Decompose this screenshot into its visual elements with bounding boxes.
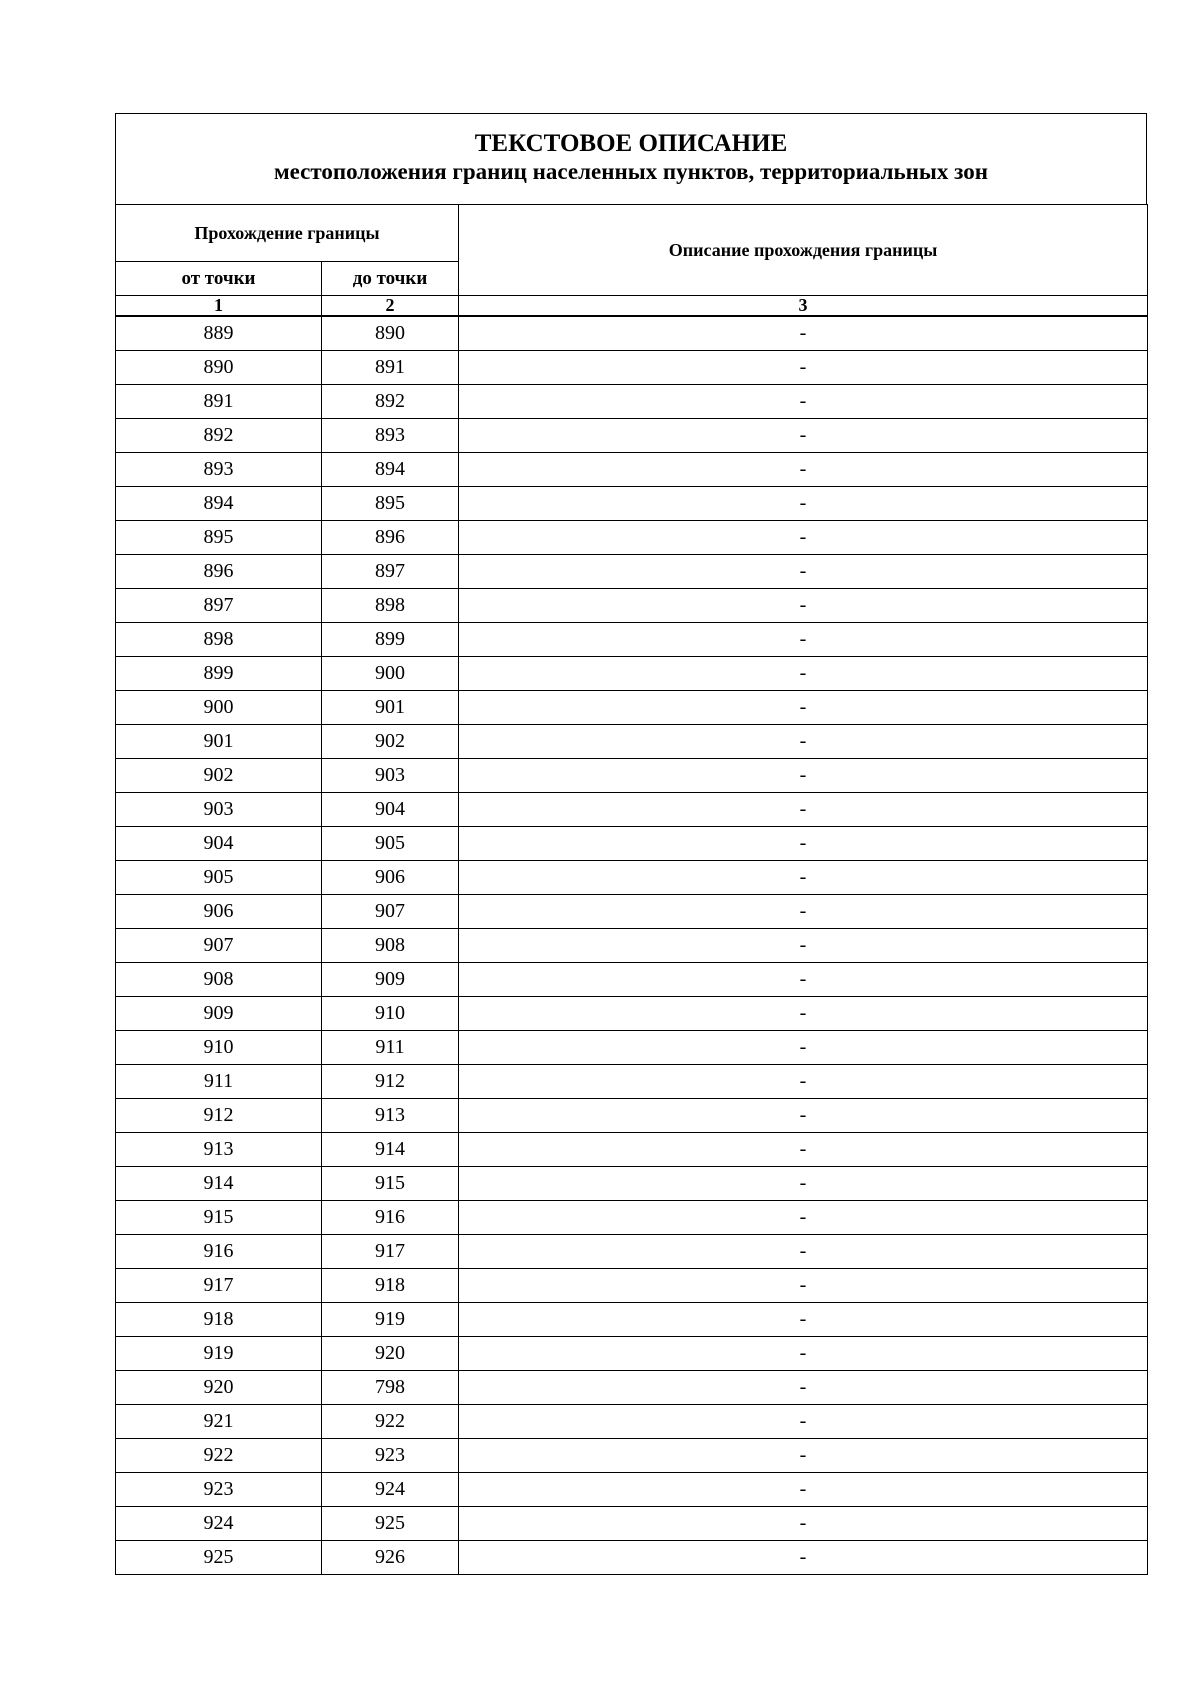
to-point-cell: 905 xyxy=(322,827,459,861)
to-point-cell: 896 xyxy=(322,521,459,555)
column-number: 3 xyxy=(459,296,1148,317)
header-to-point: до точки xyxy=(322,262,459,296)
table-row xyxy=(116,521,1148,555)
description-cell: - xyxy=(459,861,1148,895)
table-row xyxy=(116,623,1148,657)
from-point-cell: 907 xyxy=(116,929,322,963)
table-row xyxy=(116,1201,1148,1235)
description-cell: - xyxy=(459,623,1148,657)
description-cell: - xyxy=(459,521,1148,555)
to-point-cell: 913 xyxy=(322,1099,459,1133)
to-point-cell: 909 xyxy=(322,963,459,997)
to-point-cell: 906 xyxy=(322,861,459,895)
column-number: 2 xyxy=(322,296,459,317)
description-cell: - xyxy=(459,1371,1148,1405)
to-point-cell: 898 xyxy=(322,589,459,623)
table-row xyxy=(116,827,1148,861)
description-cell: - xyxy=(459,351,1148,385)
to-point-cell: 899 xyxy=(322,623,459,657)
description-cell: - xyxy=(459,725,1148,759)
table-row xyxy=(116,385,1148,419)
description-cell: - xyxy=(459,929,1148,963)
to-point-cell: 907 xyxy=(322,895,459,929)
description-cell: - xyxy=(459,691,1148,725)
table-row xyxy=(116,1031,1148,1065)
description-cell: - xyxy=(459,997,1148,1031)
table-row xyxy=(116,419,1148,453)
description-cell: - xyxy=(459,316,1148,351)
table-row xyxy=(116,997,1148,1031)
table-row xyxy=(116,929,1148,963)
to-point-cell: 919 xyxy=(322,1303,459,1337)
table-row xyxy=(116,1133,1148,1167)
table-row xyxy=(116,1507,1148,1541)
from-point-cell: 913 xyxy=(116,1133,322,1167)
from-point-cell: 896 xyxy=(116,555,322,589)
table-row xyxy=(116,759,1148,793)
table-row xyxy=(116,555,1148,589)
from-point-cell: 917 xyxy=(116,1269,322,1303)
from-point-cell: 901 xyxy=(116,725,322,759)
from-point-cell: 909 xyxy=(116,997,322,1031)
table-row xyxy=(116,691,1148,725)
from-point-cell: 889 xyxy=(116,316,322,351)
to-point-cell: 890 xyxy=(322,316,459,351)
description-cell: - xyxy=(459,589,1148,623)
description-cell: - xyxy=(459,1269,1148,1303)
column-number: 1 xyxy=(116,296,322,317)
table-row xyxy=(116,657,1148,691)
to-point-cell: 915 xyxy=(322,1167,459,1201)
to-point-cell: 910 xyxy=(322,997,459,1031)
table-row xyxy=(116,1541,1148,1575)
from-point-cell: 910 xyxy=(116,1031,322,1065)
table-row xyxy=(116,1167,1148,1201)
table-row xyxy=(116,1473,1148,1507)
to-point-cell: 897 xyxy=(322,555,459,589)
from-point-cell: 906 xyxy=(116,895,322,929)
description-cell: - xyxy=(459,487,1148,521)
table-row xyxy=(116,725,1148,759)
description-cell: - xyxy=(459,963,1148,997)
header-boundary-passage: Прохождение границы xyxy=(116,205,459,262)
to-point-cell: 902 xyxy=(322,725,459,759)
table-row xyxy=(116,453,1148,487)
description-cell: - xyxy=(459,1031,1148,1065)
from-point-cell: 902 xyxy=(116,759,322,793)
from-point-cell: 916 xyxy=(116,1235,322,1269)
description-cell: - xyxy=(459,1337,1148,1371)
table-row xyxy=(116,1235,1148,1269)
table-row xyxy=(116,351,1148,385)
to-point-cell: 922 xyxy=(322,1405,459,1439)
description-cell: - xyxy=(459,759,1148,793)
table-row xyxy=(116,1303,1148,1337)
from-point-cell: 922 xyxy=(116,1439,322,1473)
table-row xyxy=(116,861,1148,895)
description-cell: - xyxy=(459,1473,1148,1507)
description-cell: - xyxy=(459,827,1148,861)
to-point-cell: 893 xyxy=(322,419,459,453)
to-point-cell: 924 xyxy=(322,1473,459,1507)
description-cell: - xyxy=(459,657,1148,691)
table-row xyxy=(116,1337,1148,1371)
table-body xyxy=(116,316,1148,1575)
to-point-cell: 926 xyxy=(322,1541,459,1575)
to-point-cell: 894 xyxy=(322,453,459,487)
to-point-cell: 920 xyxy=(322,1337,459,1371)
description-cell: - xyxy=(459,1235,1148,1269)
to-point-cell: 903 xyxy=(322,759,459,793)
description-cell: - xyxy=(459,1541,1148,1575)
document-title-box xyxy=(115,113,1147,204)
from-point-cell: 908 xyxy=(116,963,322,997)
from-point-cell: 920 xyxy=(116,1371,322,1405)
to-point-cell: 925 xyxy=(322,1507,459,1541)
from-point-cell: 892 xyxy=(116,419,322,453)
from-point-cell: 925 xyxy=(116,1541,322,1575)
boundary-description-document xyxy=(115,113,1147,1575)
from-point-cell: 921 xyxy=(116,1405,322,1439)
to-point-cell: 917 xyxy=(322,1235,459,1269)
to-point-cell: 916 xyxy=(322,1201,459,1235)
to-point-cell: 901 xyxy=(322,691,459,725)
description-cell: - xyxy=(459,1303,1148,1337)
table-row xyxy=(116,1099,1148,1133)
boundary-table xyxy=(115,204,1148,1575)
from-point-cell: 923 xyxy=(116,1473,322,1507)
document-title: ТЕКСТОВОЕ ОПИСАНИЕ xyxy=(474,130,788,157)
description-cell: - xyxy=(459,793,1148,827)
column-number-row xyxy=(116,296,1148,317)
description-cell: - xyxy=(459,1507,1148,1541)
to-point-cell: 892 xyxy=(322,385,459,419)
table-row xyxy=(116,487,1148,521)
from-point-cell: 915 xyxy=(116,1201,322,1235)
description-cell: - xyxy=(459,419,1148,453)
description-cell: - xyxy=(459,1133,1148,1167)
from-point-cell: 903 xyxy=(116,793,322,827)
from-point-cell: 924 xyxy=(116,1507,322,1541)
table-row xyxy=(116,316,1148,351)
from-point-cell: 890 xyxy=(116,351,322,385)
from-point-cell: 912 xyxy=(116,1099,322,1133)
from-point-cell: 919 xyxy=(116,1337,322,1371)
table-row xyxy=(116,1269,1148,1303)
description-cell: - xyxy=(459,1099,1148,1133)
to-point-cell: 923 xyxy=(322,1439,459,1473)
header-from-point: от точки xyxy=(116,262,322,296)
from-point-cell: 900 xyxy=(116,691,322,725)
description-cell: - xyxy=(459,1439,1148,1473)
table-row xyxy=(116,1439,1148,1473)
table-row xyxy=(116,895,1148,929)
from-point-cell: 918 xyxy=(116,1303,322,1337)
to-point-cell: 798 xyxy=(322,1371,459,1405)
from-point-cell: 898 xyxy=(116,623,322,657)
from-point-cell: 894 xyxy=(116,487,322,521)
from-point-cell: 895 xyxy=(116,521,322,555)
from-point-cell: 904 xyxy=(116,827,322,861)
to-point-cell: 912 xyxy=(322,1065,459,1099)
to-point-cell: 891 xyxy=(322,351,459,385)
from-point-cell: 899 xyxy=(116,657,322,691)
description-cell: - xyxy=(459,385,1148,419)
table-row xyxy=(116,589,1148,623)
description-cell: - xyxy=(459,1405,1148,1439)
from-point-cell: 911 xyxy=(116,1065,322,1099)
to-point-cell: 911 xyxy=(322,1031,459,1065)
table-row xyxy=(116,1065,1148,1099)
description-cell: - xyxy=(459,555,1148,589)
to-point-cell: 904 xyxy=(322,793,459,827)
table-row xyxy=(116,793,1148,827)
to-point-cell: 914 xyxy=(322,1133,459,1167)
header-description: Описание прохождения границы xyxy=(459,205,1148,296)
to-point-cell: 895 xyxy=(322,487,459,521)
description-cell: - xyxy=(459,1065,1148,1099)
from-point-cell: 897 xyxy=(116,589,322,623)
description-cell: - xyxy=(459,1201,1148,1235)
from-point-cell: 891 xyxy=(116,385,322,419)
table-row xyxy=(116,1405,1148,1439)
from-point-cell: 893 xyxy=(116,453,322,487)
description-cell: - xyxy=(459,1167,1148,1201)
description-cell: - xyxy=(459,453,1148,487)
document-subtitle: местоположения границ населенных пунктов, территориальных зон xyxy=(274,159,988,184)
table-row xyxy=(116,1371,1148,1405)
description-cell: - xyxy=(459,895,1148,929)
to-point-cell: 908 xyxy=(322,929,459,963)
from-point-cell: 914 xyxy=(116,1167,322,1201)
to-point-cell: 918 xyxy=(322,1269,459,1303)
from-point-cell: 905 xyxy=(116,861,322,895)
to-point-cell: 900 xyxy=(322,657,459,691)
table-row xyxy=(116,963,1148,997)
